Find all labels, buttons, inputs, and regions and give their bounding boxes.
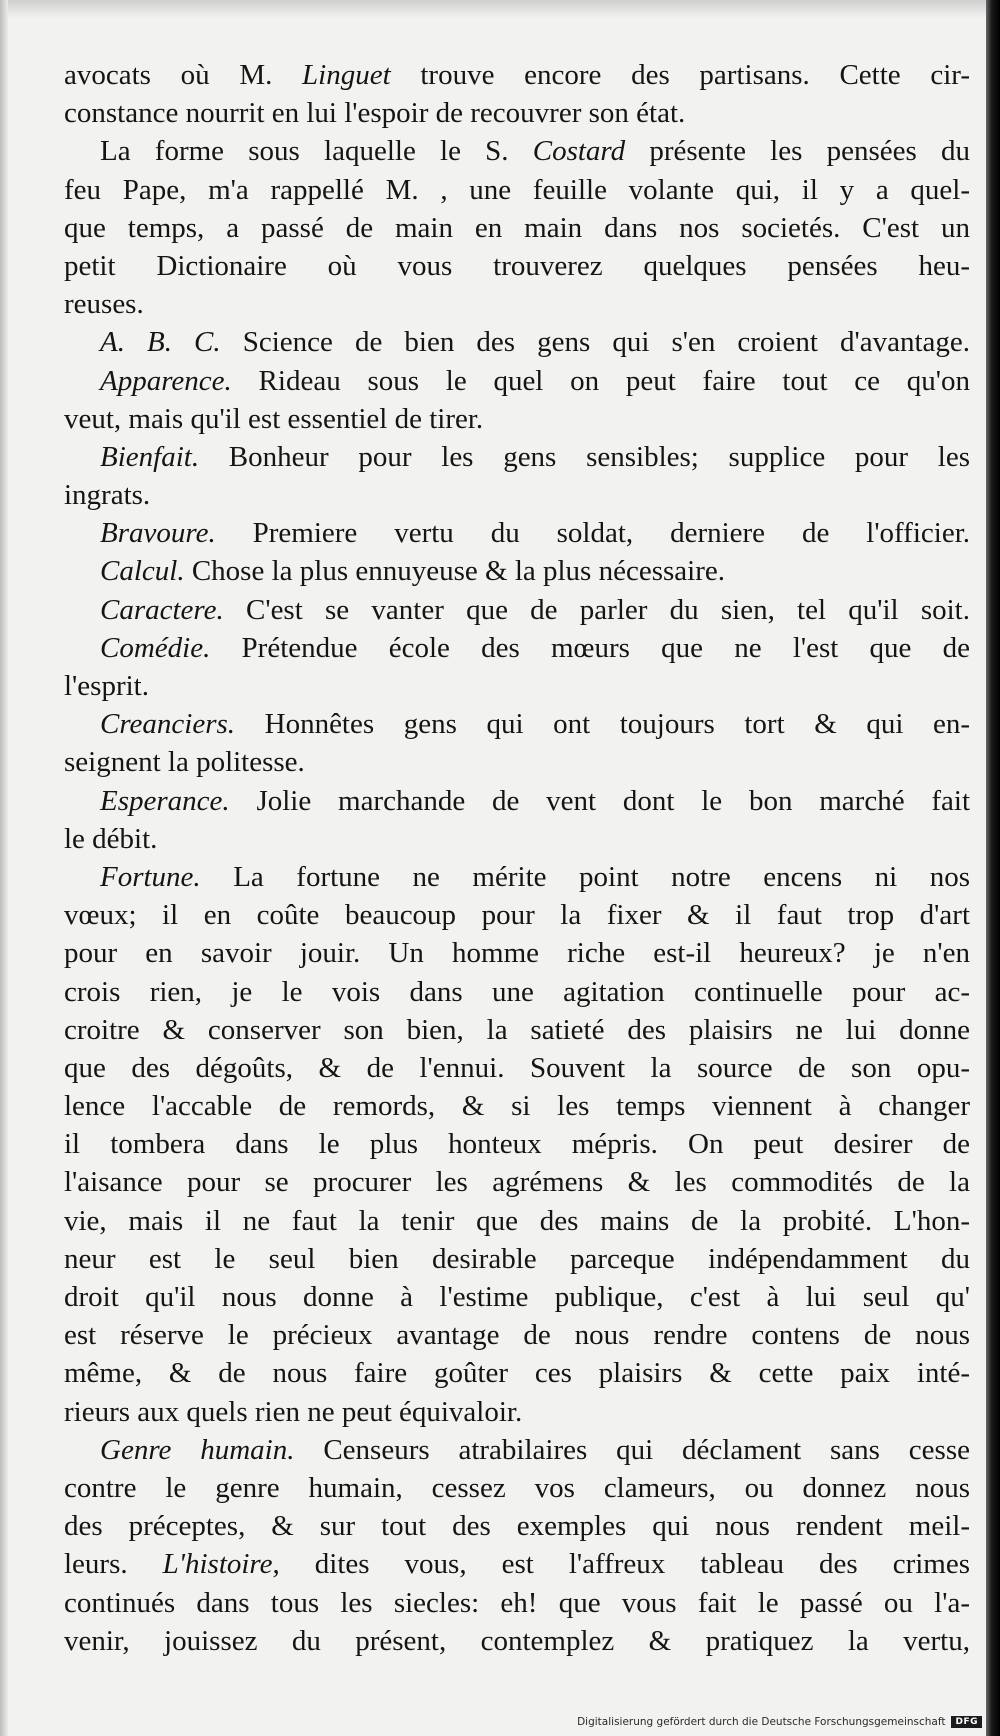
scan-border-right (986, 0, 1000, 1736)
text-run: Chose la plus ennuyeuse & la plus nécessaire. (184, 555, 725, 588)
text-line (64, 132, 970, 170)
text-line (64, 171, 970, 209)
text-run: présente les pensées du (625, 135, 971, 168)
text-line (64, 1431, 970, 1469)
text-line (64, 56, 970, 94)
text-line (64, 362, 970, 400)
text-run: contre le genre humain, cessez vos clameurs, ou donnez nous (64, 1471, 970, 1504)
text-line (64, 552, 970, 590)
text-run: , dites vous, est l'affreux tableau des crimes (272, 1548, 971, 1581)
text-run: Bonheur pour les gens sensibles; supplice pour les (199, 440, 970, 473)
text-run: seignent la politesse. (64, 746, 305, 779)
text-run: constance nourrit en lui l'espoir de recouvrer son état. (64, 97, 686, 130)
text-line (64, 94, 970, 132)
text-line (64, 1163, 970, 1201)
text-line (64, 1240, 970, 1278)
text-line (64, 514, 970, 552)
page-text (64, 56, 970, 1660)
text-run: Censeurs atrabilaires qui déclament sans cesse (294, 1433, 970, 1466)
text-run: Honnêtes gens qui ont toujours tort & qui en- (235, 708, 970, 741)
italic-term: Bienfait. (100, 440, 200, 473)
text-line (64, 1393, 970, 1431)
text-run: Rideau sous le quel on peut faire tout ce qu'on (231, 364, 970, 397)
text-run: ingrats. (64, 479, 151, 512)
text-line (64, 591, 970, 629)
italic-term: Genre humain. (100, 1433, 295, 1466)
text-line (64, 782, 970, 820)
text-run: Prétendue école des mœurs que ne l'est que de (210, 631, 970, 664)
text-run: même, & de nous faire goûter ces plaisirs & cette paix inté- (64, 1357, 970, 1390)
text-line (64, 438, 970, 476)
text-run: que temps, a passé de main en main dans nos societés. C'est un (64, 211, 970, 244)
text-line (64, 247, 970, 285)
italic-term: Creanciers. (100, 708, 236, 741)
text-run: trouve encore des partisans. Cette cir- (390, 59, 970, 91)
italic-term: Apparence. (100, 364, 232, 397)
text-line (64, 209, 970, 247)
text-line (64, 896, 970, 934)
text-run: petit Dictionaire où vous trouverez quelques pensées heu- (64, 249, 970, 282)
text-run: feu Pape, m'a rappellé M. , une feuille volante qui, il y a quel- (64, 173, 970, 206)
text-run: avocats où M. (64, 59, 303, 91)
text-line (64, 1011, 970, 1049)
text-line (64, 1125, 970, 1163)
text-run: La forme sous laquelle le S. (100, 135, 533, 168)
text-line (64, 629, 970, 667)
digitization-footer (577, 1716, 982, 1728)
text-run: rieurs aux quels rien ne peut équivaloir. (64, 1395, 523, 1428)
text-run: l'aisance pour se procurer les agrémens & les commodités de la (64, 1166, 970, 1199)
text-run: venir, jouissez du présent, contemplez & pratiquez la vertu, (64, 1624, 970, 1657)
text-run: pour en savoir jouir. Un homme riche est-il heureux? je n'en (64, 937, 970, 970)
text-line (64, 323, 970, 361)
text-run: vœux; il en coûte beaucoup pour la fixer & il faut trop d'art (64, 899, 970, 932)
text-run: veut, mais qu'il est essentiel de tirer. (64, 402, 484, 435)
italic-term: Costard (532, 135, 626, 168)
text-line (64, 1584, 970, 1622)
italic-term: Calcul. (100, 555, 185, 588)
dfg-logo: DFG (951, 1716, 982, 1728)
text-line (64, 1469, 970, 1507)
text-line (64, 1087, 970, 1125)
text-run: continués dans tous les siecles: eh! que vous fait le passé ou l'a- (64, 1586, 970, 1619)
italic-term: L'histoire (162, 1548, 273, 1581)
text-line (64, 1507, 970, 1545)
text-run: La fortune ne mérite point notre encens ni nos (200, 860, 970, 893)
text-line (64, 667, 970, 705)
text-line (64, 1049, 970, 1087)
text-run: croitre & conserver son bien, la satieté des plaisirs ne lui donne (64, 1013, 970, 1046)
text-run: lence l'accable de remords, & si les temps viennent à changer (64, 1090, 970, 1123)
text-run: Science de bien des gens qui s'en croient d'avantage. (220, 326, 970, 359)
text-line (64, 1354, 970, 1392)
text-run: des préceptes, & sur tout des exemples qui nous rendent meil- (64, 1510, 970, 1543)
text-line (64, 1622, 970, 1660)
text-run: neur est le seul bien desirable parceque indépendamment du (64, 1242, 970, 1275)
italic-term: Comédie. (100, 631, 211, 664)
text-run: leurs. (64, 1548, 163, 1581)
text-run: vie, mais il ne faut la tenir que des mains de la probité. L'hon- (64, 1204, 970, 1237)
italic-term: A. B. C. (100, 326, 221, 359)
text-line (64, 934, 970, 972)
text-line (64, 285, 970, 323)
text-line (64, 476, 970, 514)
italic-term: Linguet (302, 59, 391, 91)
text-run: C'est se vanter que de parler du sien, tel qu'il soit. (223, 593, 970, 626)
text-line (64, 1278, 970, 1316)
footer-credit: Digitalisierung gefördert durch die Deutsche Forschungsgemeinschaft (577, 1716, 946, 1728)
italic-term: Esperance. (100, 784, 230, 817)
italic-term: Caractere. (100, 593, 224, 626)
text-run: que des dégoûts, & de l'ennui. Souvent la source de son opu- (64, 1051, 970, 1084)
text-line (64, 743, 970, 781)
text-line (64, 1202, 970, 1240)
text-line (64, 820, 970, 858)
text-line (64, 400, 970, 438)
text-line (64, 973, 970, 1011)
text-run: Jolie marchande de vent dont le bon marché fait (229, 784, 970, 817)
text-run: Premiere vertu du soldat, derniere de l'officier. (215, 517, 970, 550)
text-line (64, 705, 970, 743)
text-line (64, 1545, 970, 1583)
text-line (64, 858, 970, 896)
text-run: il tombera dans le plus honteux mépris. On peut desirer de (64, 1128, 970, 1161)
text-run: crois rien, je le vois dans une agitation continuelle pour ac- (64, 975, 970, 1008)
text-run: reuses. (64, 288, 144, 321)
italic-term: Fortune. (100, 860, 201, 893)
scan-shadow-top (0, 0, 1000, 18)
italic-term: Bravoure. (100, 517, 216, 550)
text-run: droit qu'il nous donne à l'estime publique, c'est à lui seul qu' (64, 1281, 970, 1313)
text-run: le débit. (64, 822, 158, 855)
text-run: l'esprit. (64, 670, 149, 702)
text-run: est réserve le précieux avantage de nous rendre contens de nous (64, 1319, 970, 1352)
text-line (64, 1316, 970, 1354)
scan-shadow-left (0, 0, 8, 1736)
